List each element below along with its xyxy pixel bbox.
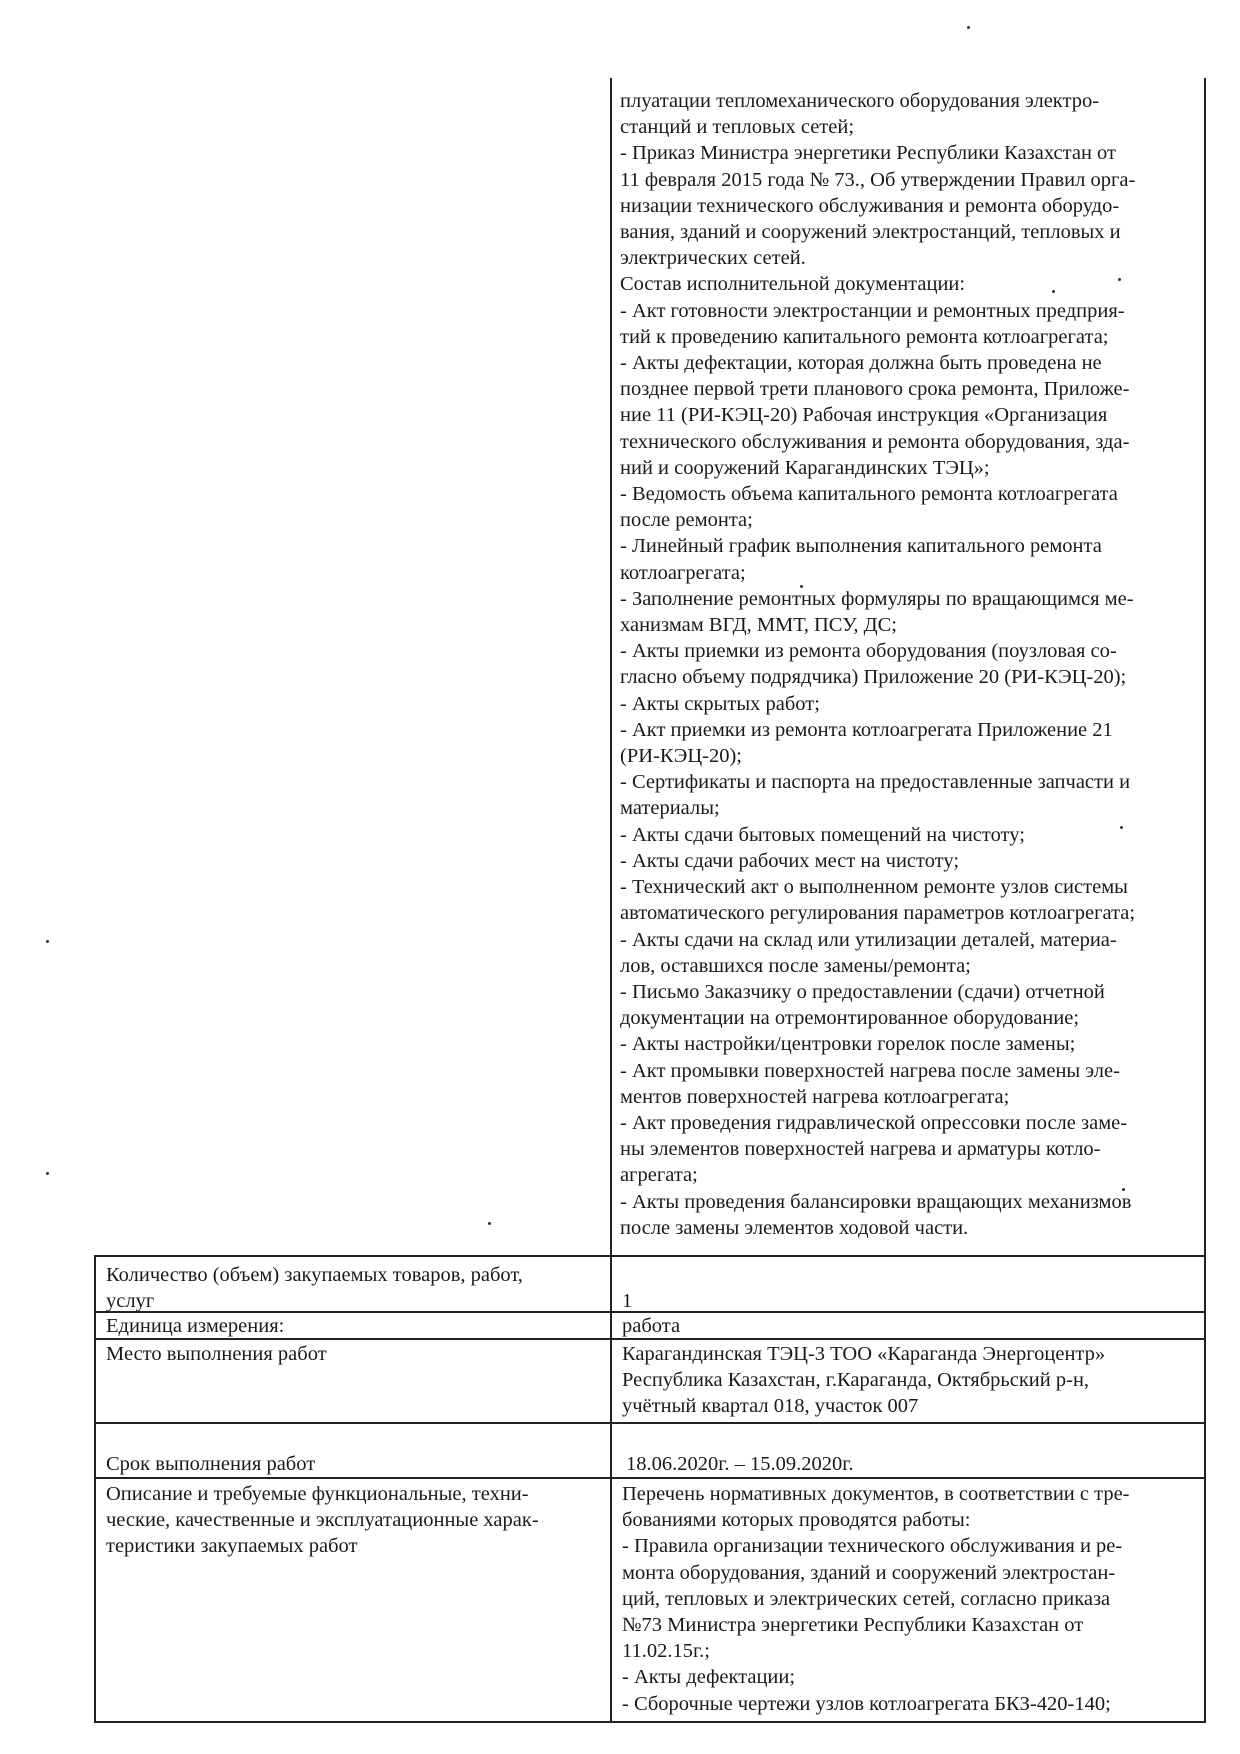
text-line: - Письмо Заказчику о предоставлении (сдачи) отчетной — [620, 980, 1105, 1003]
text-line: котлоагрегата; — [620, 561, 746, 584]
text-line: - Сертификаты и паспорта на предоставленные запчасти и — [620, 771, 1131, 794]
text-line: Карагандинская ТЭЦ-3 ТОО «Караганда Энергоцентр» — [622, 1343, 1106, 1365]
text-line: - Технический акт о выполненном ремонте узлов системы — [620, 876, 1128, 899]
text-line: материалы; — [620, 797, 720, 820]
text-line: после замены элементов ходовой части. — [620, 1216, 969, 1239]
row-label-term — [106, 1451, 601, 1477]
scan-speck — [1052, 290, 1055, 293]
row-value-unit — [622, 1313, 1200, 1339]
text-line: (РИ-КЭЦ-20); — [620, 745, 742, 768]
text-line: - Акты сдачи рабочих мест на чистоту; — [620, 849, 960, 872]
text-line: бованиями которых проводятся работы: — [622, 1509, 971, 1532]
scan-speck — [1122, 1188, 1125, 1191]
text-line: позднее первой трети планового срока ремонта, Приложе- — [620, 378, 1130, 401]
text-line: документации на отремонтированное оборудование; — [620, 1007, 1080, 1030]
text-line: - Акты сдачи бытовых помещений на чистоту; — [620, 823, 1025, 846]
scan-speck — [46, 940, 49, 943]
text-line: 11.02.15г.; — [622, 1640, 710, 1663]
text-line: теристики закупаемых работ — [106, 1535, 358, 1557]
text-line: агрегата; — [620, 1164, 698, 1187]
scan-speck — [1120, 826, 1123, 829]
text-line: - Акты проведения балансировки вращающих механизмов — [620, 1190, 1132, 1213]
scan-speck — [967, 26, 970, 29]
text-line: технического обслуживания и ремонта оборудования, зда- — [620, 430, 1130, 453]
text-line: услуг — [106, 1290, 155, 1312]
text-line: - Акты дефектации; — [622, 1666, 796, 1689]
row-label-description — [106, 1481, 601, 1559]
text-line: 11 февраля 2015 года № 73., Об утверждении Правил орга- — [620, 168, 1136, 191]
scan-speck — [800, 585, 803, 588]
text-line: Место выполнения работ — [106, 1343, 327, 1365]
text-line: автоматического регулирования параметров котлоагрегата; — [620, 902, 1136, 925]
text-line: - Акты приемки из ремонта оборудования (поузловая со- — [620, 640, 1117, 663]
text-line: гласно объему подрядчика) Приложение 20 (РИ-КЭЦ-20); — [620, 666, 1127, 689]
row-value-description — [622, 1481, 1198, 1717]
row-label-quantity — [106, 1262, 601, 1314]
scan-speck — [46, 1172, 49, 1175]
text-line: ческие, качественные и эксплуатационные харак- — [106, 1509, 539, 1531]
text-line: ментов поверхностей нагрева котлоагрегата; — [620, 1085, 1010, 1108]
text-line: Описание и требуемые функциональные, техни- — [106, 1483, 529, 1505]
continuation-cell — [620, 88, 1198, 1241]
text-line: электрических сетей. — [620, 247, 806, 270]
text-line: после ремонта; — [620, 509, 753, 532]
text-line: Срок выполнения работ — [106, 1453, 316, 1475]
text-line: станций и тепловых сетей; — [620, 116, 855, 139]
scan-speck — [488, 1222, 491, 1225]
text-line: ханизмам ВГД, ММТ, ПСУ, ДС; — [620, 614, 897, 637]
row-divider-1 — [94, 1255, 1206, 1257]
row-value-term — [626, 1451, 1200, 1477]
text-line: Перечень нормативных документов, в соответствии с тре- — [622, 1483, 1130, 1505]
text-line: 1 — [622, 1290, 633, 1312]
text-line: Количество (объем) закупаемых товаров, работ, — [106, 1264, 523, 1286]
text-line: - Акт промывки поверхностей нагрева после замены эле- — [620, 1059, 1120, 1082]
table-left-border — [94, 1255, 96, 1723]
text-line: работа — [622, 1315, 681, 1337]
text-line: - Акт приемки из ремонта котлоагрегата Приложение 21 — [620, 718, 1113, 741]
row-label-place — [106, 1341, 601, 1367]
text-line: - Приказ Министра энергетики Республики Казахстан от — [620, 142, 1116, 165]
text-line: Единица измерения: — [106, 1315, 285, 1337]
text-line: 18.06.2020г. – 15.09.2020г. — [626, 1453, 854, 1475]
text-line: ний и сооружений Карагандинских ТЭЦ»; — [620, 456, 990, 479]
text-line: - Акты настройки/центровки горелок после замены; — [620, 1033, 1076, 1056]
text-line: ны элементов поверхностей нагрева и арматуры котло- — [620, 1138, 1101, 1161]
text-line: №73 Министра энергетики Республики Казахстан от — [622, 1614, 1084, 1637]
text-line: - Акт готовности электростанции и ремонтных предприя- — [620, 299, 1125, 322]
table-bottom-border — [94, 1721, 1206, 1723]
text-line: - Акты дефектации, которая должна быть проведена не — [620, 352, 1102, 375]
text-line: низации технического обслуживания и ремонта оборудо- — [620, 194, 1120, 217]
text-line: - Линейный график выполнения капитального ремонта — [620, 535, 1102, 558]
text-line: вания, зданий и сооружений электростанций, тепловых и — [620, 221, 1121, 244]
text-line: - Правила организации технического обслуживания и ре- — [622, 1535, 1123, 1558]
text-line: ние 11 (РИ-КЭЦ-20) Рабочая инструкция «Организация — [620, 404, 1108, 427]
text-line: - Акт проведения гидравлической опрессовки после заме- — [620, 1111, 1128, 1134]
row-value-quantity — [622, 1288, 1200, 1314]
text-line: - Акты сдачи на склад или утилизации деталей, материа- — [620, 928, 1117, 951]
text-line: Республика Казахстан, г.Караганда, Октябрьский р-н, — [622, 1369, 1090, 1391]
scan-speck — [1118, 278, 1121, 281]
text-line: учётный квартал 018, участок 007 — [622, 1395, 919, 1417]
text-line: - Акты скрытых работ; — [620, 692, 820, 715]
text-line: - Ведомость объема капитального ремонта котлоагрегата — [620, 483, 1118, 506]
row-value-place — [622, 1341, 1200, 1419]
text-line: - Заполнение ремонтных формуляры по вращающимся ме- — [620, 587, 1134, 610]
row-label-unit — [106, 1313, 601, 1339]
text-line: плуатации тепломеханического оборудования электро- — [620, 90, 1100, 112]
text-line: Состав исполнительной документации: — [620, 273, 966, 296]
text-line: монта оборудования, зданий и сооружений электростан- — [622, 1561, 1116, 1584]
row-divider-4 — [94, 1422, 1206, 1424]
text-line: ций, тепловых и электрических сетей, согласно приказа — [622, 1587, 1111, 1610]
row-divider-5 — [94, 1477, 1206, 1479]
text-line: лов, оставшихся после замены/ремонта; — [620, 954, 971, 977]
text-line: - Сборочные чертежи узлов котлоагрегата БКЗ-420-140; — [622, 1692, 1111, 1715]
text-line: тий к проведению капитального ремонта котлоагрегата; — [620, 325, 1109, 348]
